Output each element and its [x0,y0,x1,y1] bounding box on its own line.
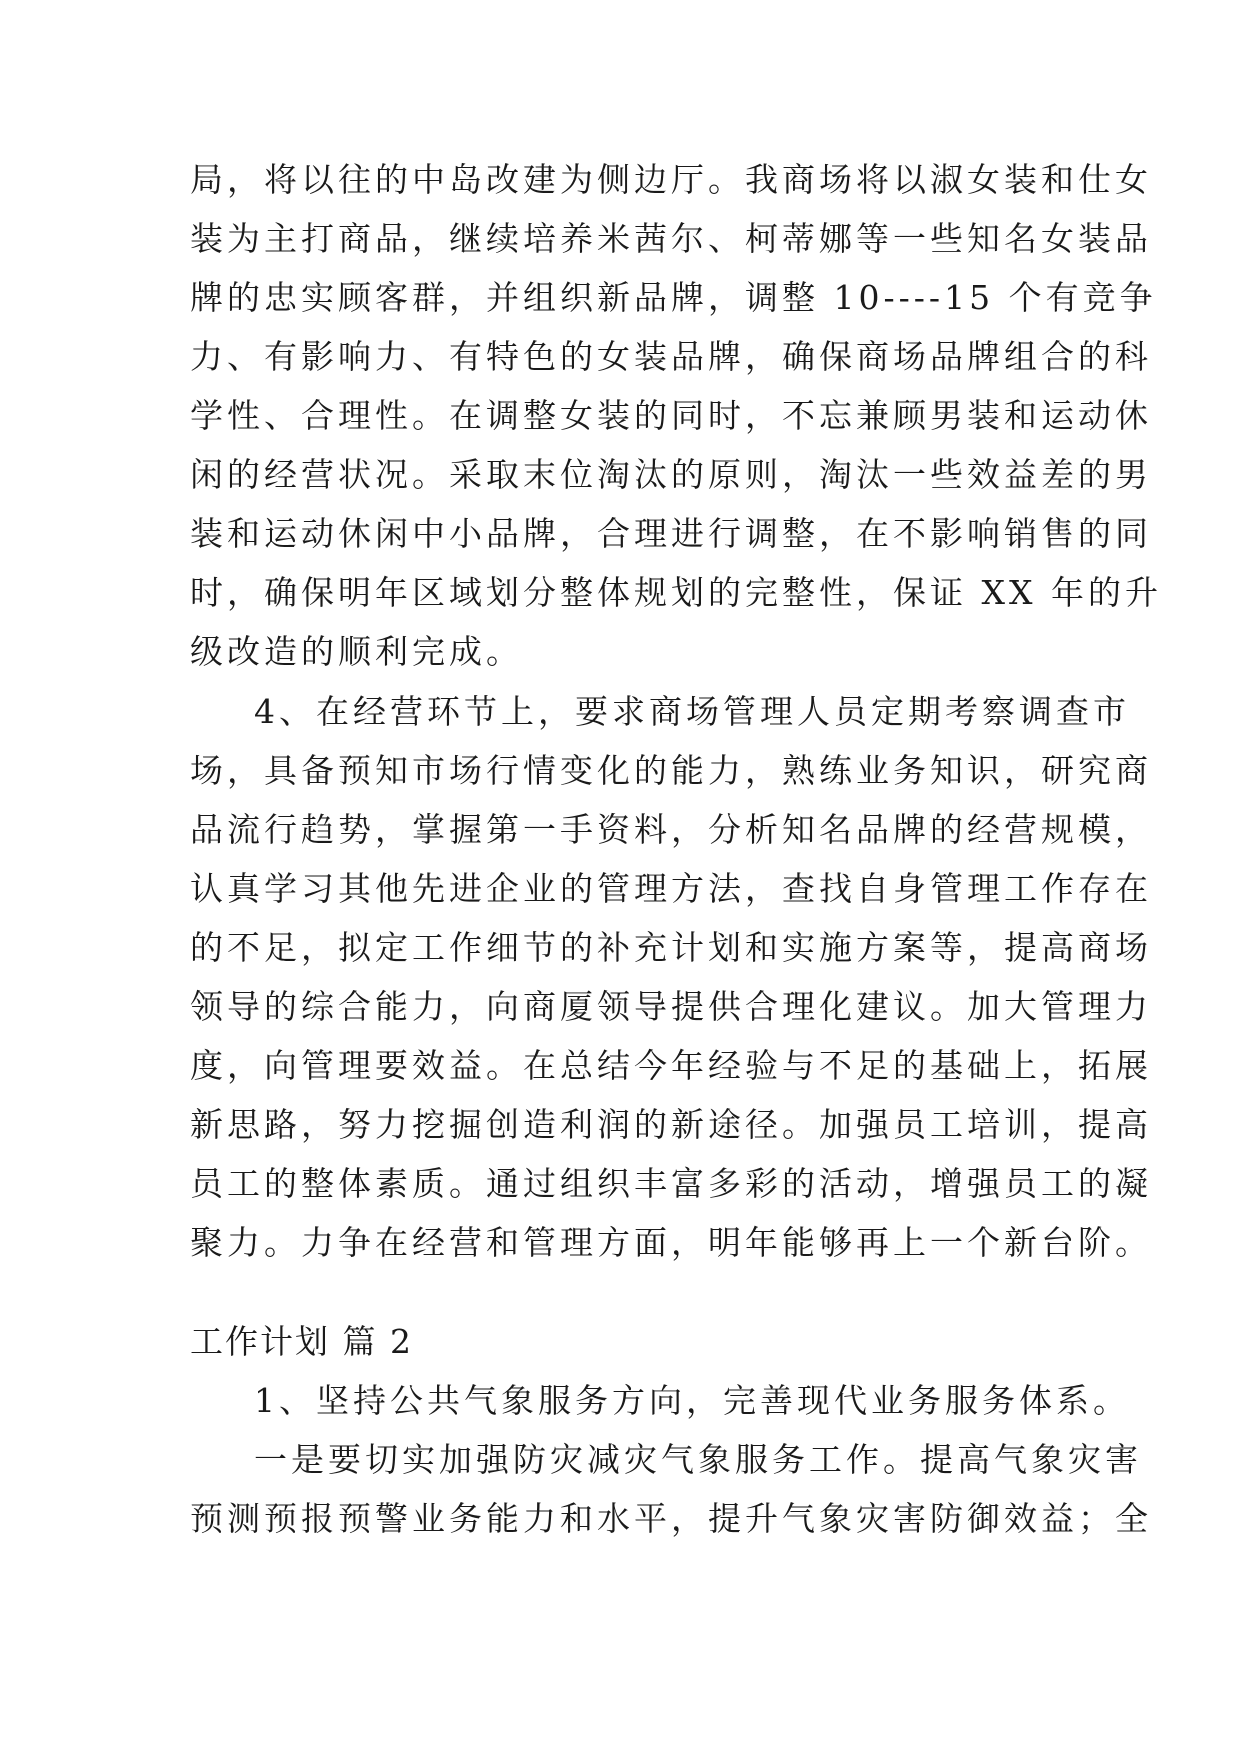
section-heading: 工作计划 篇 2 [190,1322,413,1361]
text-line: 一是要切实加强防灾减灾气象服务工作。提高气象灾害 [254,1440,1142,1479]
text-line: 4、在经营环节上，要求商场管理人员定期考察调查市 [254,692,1130,731]
text-line: 聚力。力争在经营和管理方面，明年能够再上一个新台阶。 [190,1223,1152,1262]
text-line: 力、有影响力、有特色的女装品牌，确保商场品牌组合的科 [190,337,1152,376]
text-line: 认真学习其他先进企业的管理方法，查找自身管理工作存在 [190,869,1152,908]
text-line: 闲的经营状况。采取末位淘汰的原则，淘汰一些效益差的男 [190,455,1152,494]
text-line: 级改造的顺利完成。 [190,632,523,671]
text-line: 品流行趋势，掌握第一手资料，分析知名品牌的经营规模， [190,810,1152,849]
text-line: 员工的整体素质。通过组织丰富多彩的活动，增强员工的凝 [190,1164,1152,1203]
text-line: 装为主打商品，继续培养米茜尔、柯蒂娜等一些知名女装品 [190,219,1152,258]
text-line: 牌的忠实顾客群，并组织新品牌，调整 10----15 个有竞争 [190,278,1157,317]
text-line: 1、坚持公共气象服务方向，完善现代业务服务体系。 [254,1381,1130,1420]
text-line: 新思路，努力挖掘创造利润的新途径。加强员工培训，提高 [190,1105,1152,1144]
text-line: 装和运动休闲中小品牌，合理进行调整，在不影响销售的同 [190,514,1152,553]
text-line: 预测预报预警业务能力和水平，提升气象灾害防御效益；全 [190,1499,1152,1538]
text-line: 局，将以往的中岛改建为侧边厅。我商场将以淑女装和仕女 [190,160,1152,199]
text-line: 度，向管理要效益。在总结今年经验与不足的基础上，拓展 [190,1046,1152,1085]
text-line: 领导的综合能力，向商厦领导提供合理化建议。加大管理力 [190,987,1152,1026]
text-line: 学性、合理性。在调整女装的同时，不忘兼顾男装和运动休 [190,396,1152,435]
text-line: 的不足，拟定工作细节的补充计划和实施方案等，提高商场 [190,928,1152,967]
text-line: 时，确保明年区域划分整体规划的完整性，保证 XX 年的升 [190,573,1162,612]
text-line: 场，具备预知市场行情变化的能力，熟练业务知识，研究商 [190,751,1152,790]
